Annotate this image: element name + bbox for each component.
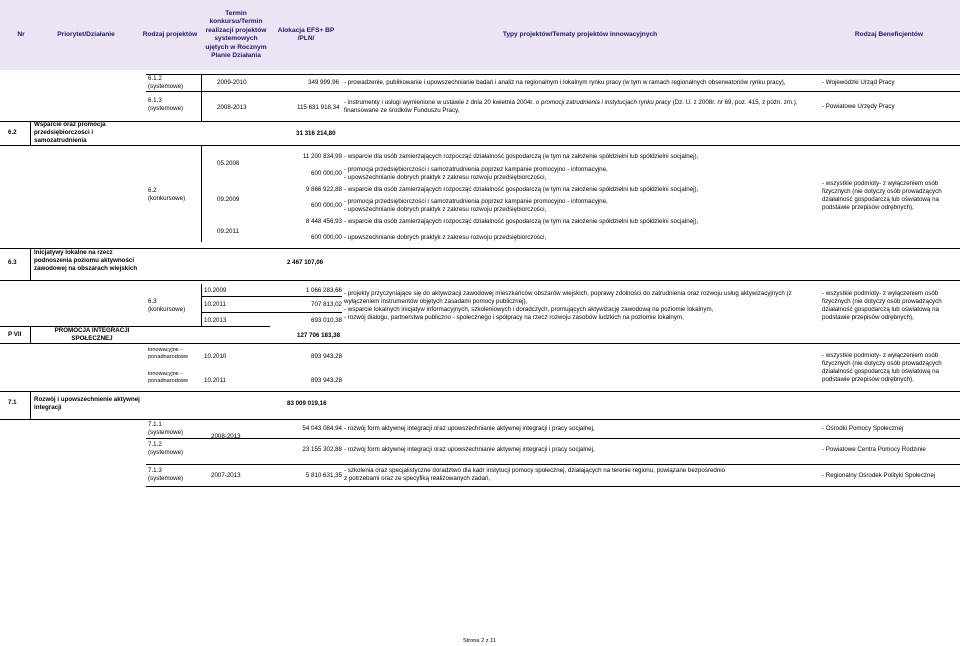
desc-law-title: o promocji zatrudnienia i instytucjach rynku pracy	[535, 99, 671, 106]
row-code: 7.1.2	[148, 441, 162, 448]
section-title: Rozwój i upowszechnienie aktywnej integracji	[34, 396, 140, 411]
row-divider	[146, 74, 960, 75]
section-allocation: 83 009 019,16	[287, 400, 327, 407]
row-kind: (systemowe)	[148, 105, 184, 112]
row-code: 6.2	[148, 187, 157, 194]
section-divider	[0, 121, 960, 122]
row-term: 2007-2013	[211, 472, 241, 479]
row-amount: 349 999,96	[308, 79, 339, 86]
section-nr: 6.3	[8, 259, 17, 266]
row-kind: (konkursowe)	[148, 195, 186, 202]
header-nr: Nr	[17, 30, 25, 38]
header-beneficjenci: Rodzaj Beneficjentów	[854, 30, 924, 38]
row-term: 05.2008	[217, 160, 240, 167]
col-divider	[201, 284, 202, 326]
header-alokacja: Alokacja EFS+ BP /PLN/	[277, 26, 335, 42]
row-description: - wsparcie dla osób zamierzających rozpocząć działalność gospodarczą (w tym na założenie spółdzielni lub spółdzielni socjalnej),	[344, 153, 699, 160]
col-divider	[30, 121, 31, 145]
row-amount: 893 943,28	[311, 353, 342, 360]
row-divider	[146, 438, 960, 439]
row-beneficiary: - Regionalny Ośrodek Polityki Społecznej	[822, 472, 936, 479]
row-amount: 115 631 918,34	[297, 104, 340, 111]
row-term: 2009-2010	[217, 79, 247, 86]
col-divider	[201, 145, 202, 242]
row-amount: 893 943,28	[311, 377, 342, 384]
row-amount: 8 448 456,93	[305, 218, 342, 225]
row-divider	[146, 145, 960, 146]
row-amount: 600 000,00	[311, 202, 342, 209]
row-amount: 693 010,38	[311, 317, 342, 324]
row-kind: (systemowe)	[148, 83, 184, 90]
row-description: - upowszechnianie dobrych praktyk z zakresu rozwoju przedsiębiorczości,	[344, 206, 547, 213]
row-description: - upowszechnianie dobrych praktyk z zakresu rozwoju przedsiębiorczości,	[344, 174, 547, 181]
priority-allocation: 127 706 183,38	[297, 332, 341, 339]
row-term: 10.2011	[204, 377, 226, 384]
row-term: 10.2013	[204, 317, 227, 324]
section-divider	[0, 343, 960, 344]
header-typy: Typy projektów/Tematy projektów innowacyjnych	[502, 30, 658, 38]
row-description: - upowszechnianie dobrych praktyk z zakresu rozwoju przedsiębiorczości,	[344, 234, 547, 241]
row-kind: (konkursowe)	[148, 306, 186, 313]
section-nr: 7.1	[8, 399, 17, 406]
col-divider	[201, 74, 202, 91]
row-amount: 23 155 302,88	[302, 446, 342, 453]
col-divider	[201, 91, 202, 121]
row-divider	[201, 312, 342, 313]
row-amount: 600 000,00	[311, 170, 342, 177]
row-beneficiary: - Ośrodki Pomocy Społecznej	[822, 425, 904, 432]
row-beneficiary: - wszystkie podmioty- z wyłączeniem osób fizycznych (nie dotyczy osób prowadzących działalność gospodarczą lub oświatową na podstawie przepisów odrębnych),	[822, 352, 942, 383]
row-code: 6.1.2	[148, 75, 162, 82]
priority-nr: P VII	[8, 331, 22, 338]
row-beneficiary: - Powiatowe Urzędy Pracy	[822, 103, 895, 110]
row-amount: 9 866 922,88	[305, 186, 342, 193]
row-beneficiary: - wszystkie podmioty- z wyłączeniem osób fizycznych (nie dotyczy osób prowadzących działalność gospodarczą lub oświatową na podstawie przepisów odrębnych),	[822, 180, 942, 211]
priority-title: PROMOCJA INTEGRACJI SPOŁECZNEJ	[54, 327, 130, 342]
section-divider	[0, 280, 960, 281]
desc-part: - instrumenty i usługi wymienione w ustawie z dnia 20 kwietnia 2004r.	[344, 99, 534, 106]
row-description: - rozwój dialogu, partnerstwa publiczno - społecznego i spółpracy na rzecz rozwoju zasobów ludzkich na poziomie lokalnym,	[344, 314, 684, 321]
row-amount: 707 813,02	[311, 301, 342, 308]
section-divider	[0, 391, 960, 392]
row-description: - wsparcie lokalnych inicjatyw informacyjnych, szkoleniowych i doradczych, promujących aktywizację zawodową na poziomie lokalnym,	[344, 306, 714, 313]
row-amount: 1 066 283,66	[305, 287, 342, 294]
row-description: - rozwój form aktywnej integracji oraz upowszechnianie aktywnej integracji i pracy socjalnej,	[344, 425, 595, 432]
row-amount: 5 810 631,35	[305, 472, 342, 479]
row-code: 6.3	[148, 298, 157, 305]
row-description: - projekty przyczyniające się do aktywizacji zawodowej mieszkańców obszarów wiejskich, poprawy zdolności do zatrudnienia oraz rozwoju usług aktywizacyjnych (z wyłączeniem instrumentów objętych zasadami pomocy publicznej),	[344, 290, 792, 305]
section-divider	[0, 248, 960, 249]
section-allocation: 2 467 107,06	[287, 259, 324, 266]
section-title: Inicjatywy lokalne na rzecz podnoszenia poziomu aktywności zawodowej na obszarach wiejskich	[34, 249, 138, 272]
row-term: 10.2009	[204, 287, 227, 294]
row-term: 2008-2013	[217, 104, 247, 111]
row-description: - promocja przedsiębiorczości i samozatrudnienia poprzez kampanie promocyjno - informacyjne,	[344, 166, 608, 173]
row-code: 7.1.1	[148, 421, 162, 428]
row-code: 7.1.3	[148, 467, 162, 474]
row-kind: (systemowe)	[148, 475, 184, 482]
row-kind: innowacyjne - ponadnarodowe	[148, 347, 189, 360]
row-amount: 600 000,00	[311, 234, 342, 241]
row-term: 09.2009	[217, 196, 240, 203]
row-divider	[146, 464, 960, 465]
row-description-line2: finansowane ze środków Funduszu Pracy,	[344, 107, 460, 114]
row-description: - wsparcie dla osób zamierzających rozpocząć działalność gospodarczą (w tym na założenie spółdzielni lub spółdzielni socjalnej),	[344, 186, 699, 193]
header-termin: Termin konkursu/Termin realizacji projektów systemowych ujętych w Rocznym Planie Działania	[205, 9, 267, 59]
header-priorytet: Priorytet/Działanie	[57, 30, 115, 38]
col-divider	[30, 248, 31, 280]
table-header	[0, 0, 960, 70]
row-divider	[201, 296, 342, 297]
section-nr: 6.2	[8, 129, 17, 136]
section-divider	[0, 145, 146, 146]
row-kind: (systemowe)	[148, 449, 184, 456]
row-description: z potrzebami oraz ze specyfiką realizowanych zadań,	[344, 475, 491, 482]
row-term: 09.2011	[217, 228, 239, 235]
row-description: - wsparcie dla osób zamierzających rozpocząć działalność gospodarczą (w tym na założenie spółdzielni lub spółdzielni socjalnej),	[344, 218, 699, 225]
header-rodzaj: Rodzaj projektów	[142, 30, 198, 38]
page-number: Strona 2 z 11	[463, 638, 496, 644]
row-amount: 54 043 084,94	[302, 425, 342, 432]
row-beneficiary: - wszystkie podmioty- z wyłączeniem osób fizycznych (nie dotyczy osób prowadzących działalność gospodarczą lub oświatową na podstawie przepisów odrębnych),	[822, 290, 942, 321]
row-term: 10.2011	[204, 301, 226, 308]
row-amount: 11 200 834,99	[302, 153, 342, 160]
row-beneficiary: - Powiatowe Centra Pomocy Rodzinie	[822, 446, 926, 453]
desc-part: (Dz. U. z 2008r. nr 69, poz. 415, z późn. zm.),	[672, 99, 798, 106]
row-kind: innowacyjne - ponadnarodowe	[148, 371, 189, 384]
row-description: - szkolenia oraz specjalistyczne doradztwo dla kadr instytucji pomocy społecznej, działających na terenie regionu, powiązane bezpośrednio	[344, 467, 726, 474]
row-term: 2008-2013	[211, 433, 241, 440]
section-allocation: 31 316 214,80	[296, 130, 336, 137]
row-divider	[146, 91, 960, 92]
section-divider	[0, 419, 960, 420]
col-divider	[30, 391, 31, 419]
row-description: - rozwój form aktywnej integracji oraz upowszechnianie aktywnej integracji i pracy socjalnej,	[344, 446, 595, 453]
row-beneficiary: - Wojewódzki Urząd Pracy	[822, 79, 895, 86]
row-description-line1	[344, 99, 798, 107]
row-description: - prowadzenie, publikowanie i upowszechnianie badań i analiz na regionalnym i lokalnym rynku pracy (w tym w ramach regionalnych obserwatoriów rynku pracy),	[344, 79, 786, 86]
row-term: 10.2010	[204, 353, 227, 360]
col-divider	[30, 326, 31, 343]
section-title: Wsparcie oraz promocja przedsiębiorczości i samozatrudnienia	[34, 121, 106, 144]
row-divider	[146, 486, 960, 487]
row-description: - promocja przedsiębiorczości i samozatrudnienia poprzez kampanie promocyjno - informacyjne,	[344, 198, 608, 205]
row-code: 6.1.3	[148, 97, 162, 104]
row-kind: (systemowe)	[148, 429, 184, 436]
